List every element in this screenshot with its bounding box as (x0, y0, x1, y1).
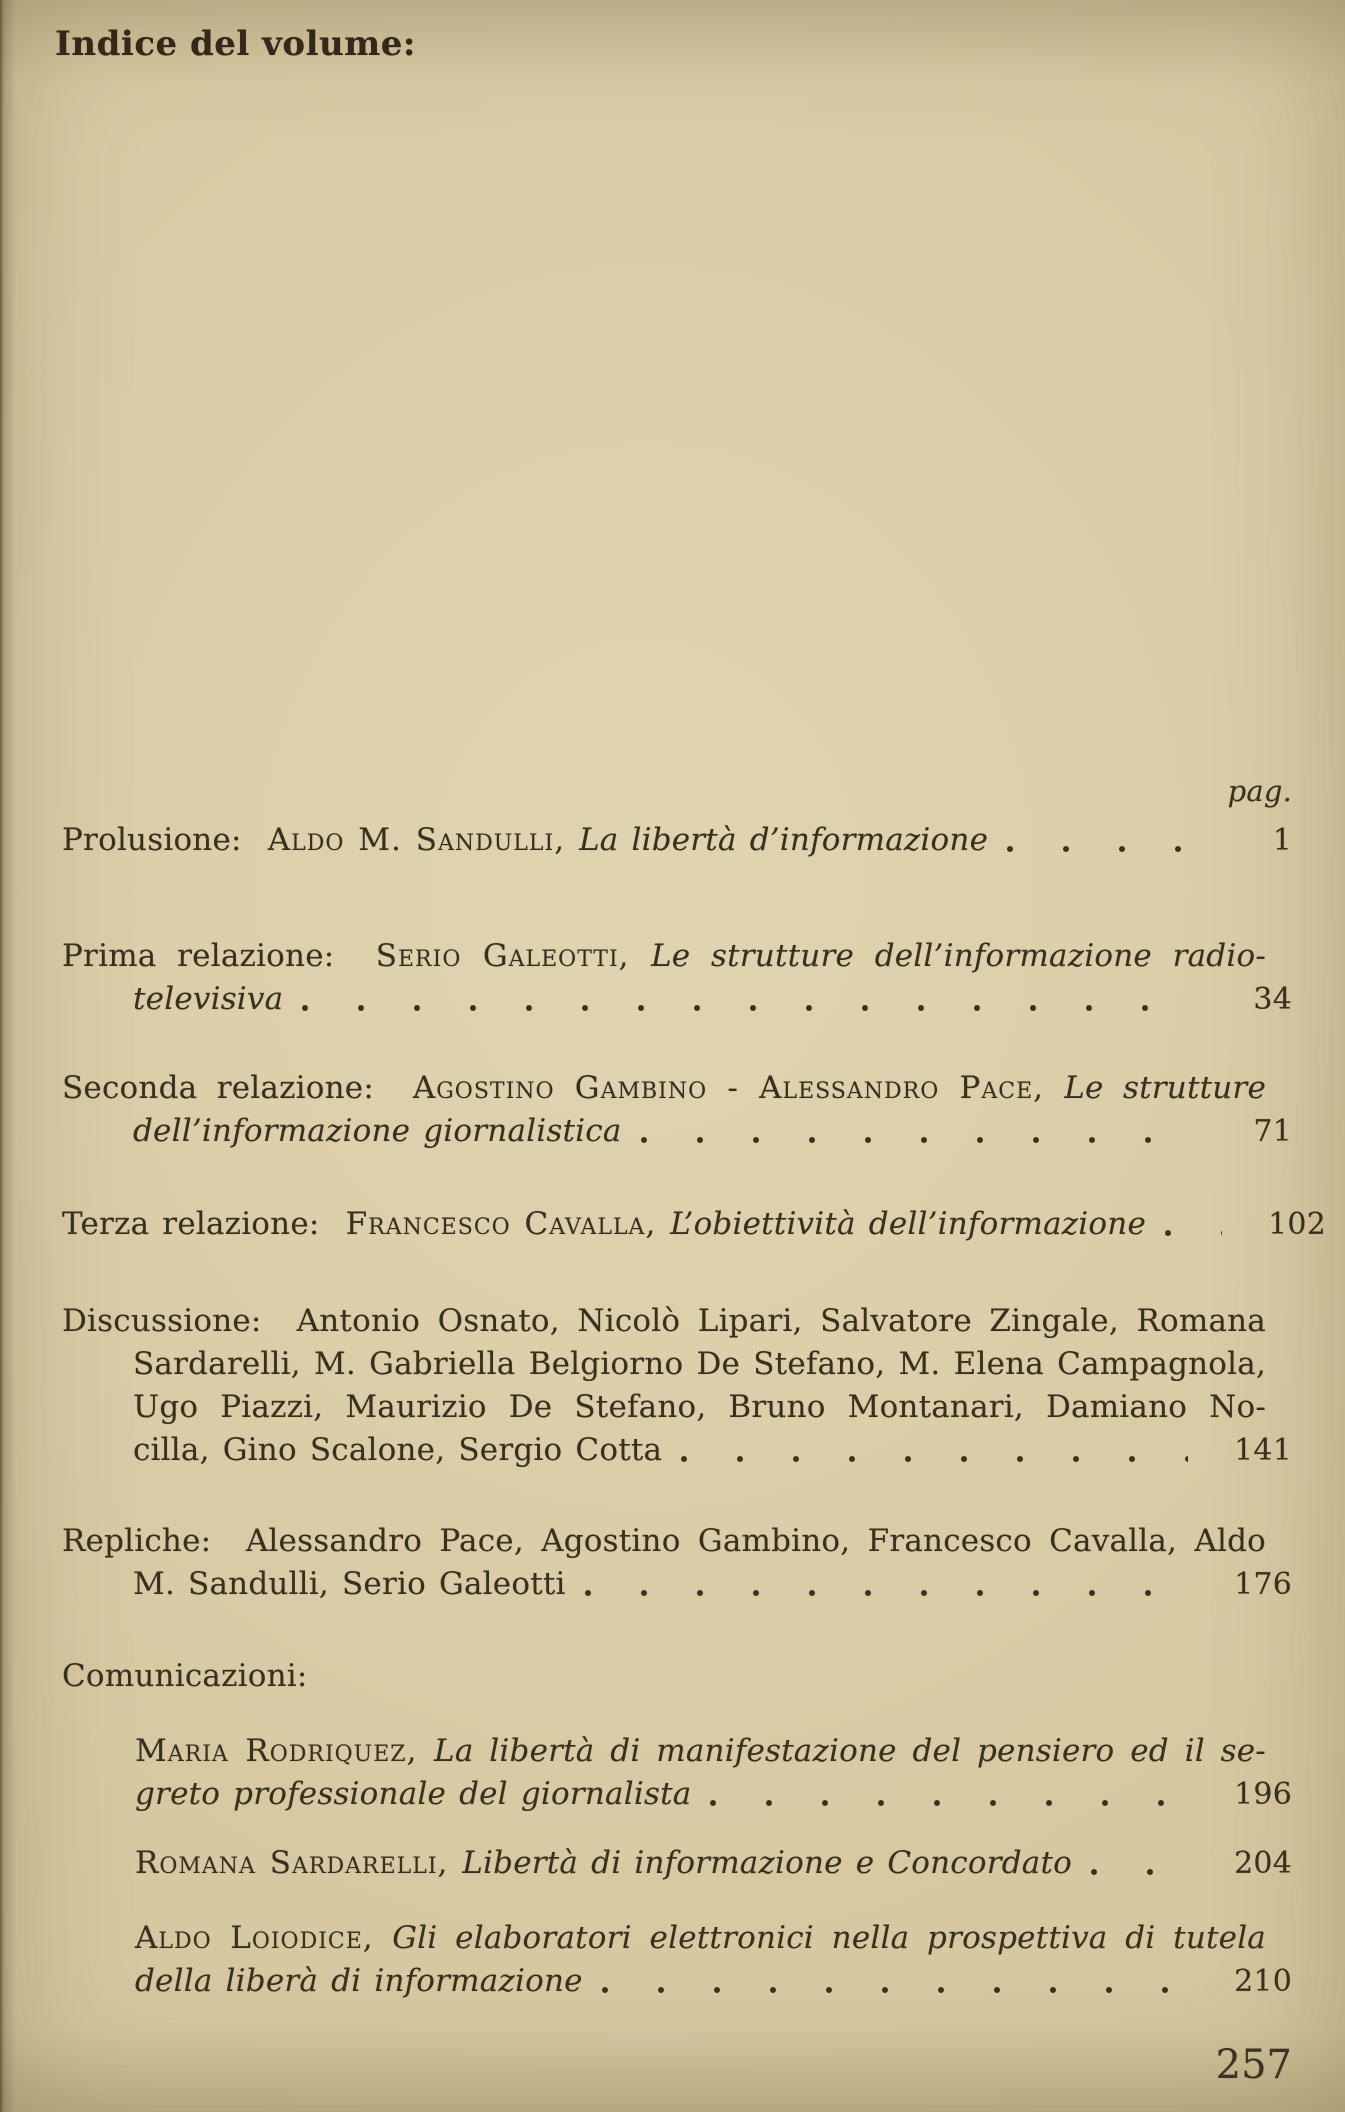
entry-page-number: 71 (1253, 1114, 1292, 1149)
text-segment-italic: La libertà di manifestazione del pensiero ed il se- (434, 1733, 1266, 1769)
toc-line-text (133, 1343, 1266, 1386)
text-segment-plain: Ugo Piazzi, Maurizio De Stefano, Bruno Montanari, Damiano No- (133, 1389, 1266, 1425)
text-segment-italic: La libertà d’informazione (578, 822, 989, 858)
toc-line (62, 1655, 1292, 1698)
toc-line (62, 935, 1292, 978)
dot-leader (1090, 1868, 1188, 1877)
text-segment-smallcaps: Francesco Cavalla, (345, 1206, 671, 1242)
toc-line-text (62, 819, 988, 862)
text-segment-plain: Prolusione: (62, 822, 268, 858)
text-segment-plain: Sardarelli, M. Gabriella Belgiorno De Stefano, M. Elena Campagnola, (133, 1346, 1266, 1382)
toc-line-text (62, 1067, 1266, 1110)
toc-line-text (62, 1203, 1146, 1246)
entry-page-number: 102 (1268, 1207, 1326, 1242)
toc-line (135, 1730, 1292, 1773)
text-segment-plain: M. Sandulli, Serio Galeotti (133, 1566, 566, 1602)
text-segment-italic: Libertà di informazione e Concordato (462, 1845, 1072, 1881)
dot-leader (584, 1589, 1188, 1598)
toc-line-text (135, 1917, 1266, 1960)
toc-entry (62, 1730, 1292, 1816)
toc-line-text (62, 1520, 1266, 1563)
toc-entry (62, 1842, 1292, 1885)
toc-entry (62, 819, 1292, 862)
toc-line (135, 1917, 1292, 1960)
toc-line (133, 1563, 1292, 1606)
toc-entry (62, 1067, 1292, 1153)
toc-line-text (135, 1730, 1266, 1773)
folio-page-number: 257 (1215, 2042, 1292, 2088)
dot-leader (301, 1004, 1188, 1013)
toc-line (135, 1842, 1292, 1885)
toc-line-text (133, 1386, 1266, 1429)
text-segment-italic: televisiva (133, 981, 284, 1017)
toc-line-text (62, 1300, 1266, 1343)
toc-entry (62, 1655, 1292, 1698)
text-segment-plain: Seconda relazione: (62, 1070, 413, 1106)
text-segment-italic: greto professionale del giornalista (135, 1776, 692, 1812)
text-segment-italic: Gli elaboratori elettronici nella prospettiva di tutela (392, 1920, 1266, 1956)
toc-entry (62, 1520, 1292, 1606)
toc-entries (62, 819, 1326, 2003)
toc-line-text (135, 1773, 691, 1816)
toc-line-text (133, 1110, 622, 1153)
text-segment-plain: Terza relazione: (62, 1206, 346, 1242)
text-segment-italic: della liberà di informazione (135, 1963, 583, 1999)
text-segment-italic: Le strutture (1064, 1070, 1266, 1106)
text-segment-smallcaps: Aldo Loiodice, (135, 1920, 393, 1956)
volume-index-title: Indice del volume: (55, 24, 416, 64)
text-segment-plain: Discussione: Antonio Osnato, Nicolò Lipari, Salvatore Zingale, Romana (62, 1303, 1266, 1339)
entry-page-number: 1 (1272, 823, 1292, 858)
toc-line (133, 1110, 1292, 1153)
page-column-header: pag. (1227, 774, 1292, 808)
toc-line-text (135, 1842, 1072, 1885)
text-segment-smallcaps: Agostino Gambino - Alessandro Pace, (412, 1070, 1065, 1106)
toc-line (62, 1520, 1292, 1563)
text-segment-plain: cilla, Gino Scalone, Sergio Cotta (133, 1432, 663, 1468)
toc-line (133, 1386, 1292, 1429)
toc-line (133, 978, 1292, 1021)
toc-entry (62, 1917, 1292, 2003)
toc-line-text (133, 1563, 566, 1606)
entry-page-number: 176 (1234, 1567, 1292, 1602)
toc-line (133, 1429, 1292, 1472)
toc-line (135, 1960, 1292, 2003)
toc-line-text (62, 1655, 308, 1698)
entry-page-number: 204 (1234, 1846, 1292, 1881)
toc-line-text (133, 1429, 662, 1472)
text-segment-plain: Prima relazione: (62, 938, 376, 974)
toc-line-text (133, 978, 283, 1021)
text-segment-smallcaps: Aldo M. Sandulli, (267, 822, 579, 858)
dot-leader (1006, 845, 1188, 854)
text-segment-italic: L’obiettività dell’informazione (670, 1206, 1146, 1242)
text-segment-smallcaps: Serio Galeotti, (375, 938, 651, 974)
dot-leader (680, 1455, 1188, 1464)
toc-line (62, 819, 1292, 862)
toc-line-text (62, 935, 1266, 978)
dot-leader (1164, 1229, 1222, 1238)
text-segment-italic: dell’informazione giornalistica (133, 1113, 622, 1149)
dot-leader (709, 1799, 1188, 1808)
entry-page-number: 34 (1253, 982, 1292, 1017)
dot-leader (601, 1986, 1188, 1995)
text-segment-italic: Le strutture dell’informazione radio- (651, 938, 1266, 974)
toc-line (133, 1343, 1292, 1386)
toc-line (62, 1067, 1292, 1110)
text-segment-smallcaps: Maria Rodriquez, (135, 1733, 435, 1769)
toc-line (62, 1203, 1326, 1246)
toc-entry (62, 1300, 1292, 1472)
toc-entry (62, 1203, 1326, 1246)
table-of-contents (0, 770, 1345, 2003)
entry-page-number: 141 (1234, 1433, 1292, 1468)
toc-line (62, 1300, 1292, 1343)
text-segment-plain: Comunicazioni: (62, 1658, 308, 1694)
toc-entry (62, 935, 1292, 1021)
dot-leader (640, 1136, 1188, 1145)
toc-line-text (135, 1960, 583, 2003)
text-segment-plain: Repliche: Alessandro Pace, Agostino Gambino, Francesco Cavalla, Aldo (62, 1523, 1266, 1559)
text-segment-smallcaps: Romana Sardarelli, (135, 1845, 463, 1881)
entry-page-number: 210 (1234, 1964, 1292, 1999)
toc-line (135, 1773, 1292, 1816)
entry-page-number: 196 (1234, 1777, 1292, 1812)
